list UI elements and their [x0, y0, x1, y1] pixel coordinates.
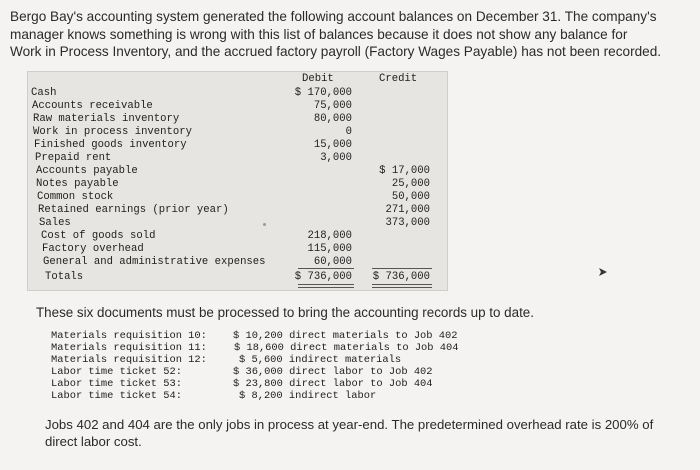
closing-note — [45, 416, 654, 450]
intro-line: Bergo Bay's accounting system generated the following account balances on December 31. The company's — [10, 9, 657, 24]
account-name: General and administrative expenses — [43, 256, 266, 268]
debit-amount: 218,000 — [307, 230, 352, 242]
source-documents-list — [46, 330, 466, 408]
balance-row — [28, 204, 447, 217]
balance-row — [28, 87, 447, 100]
closing-line: Jobs 402 and 404 are the only jobs in process at year-end. The predetermined overhead rate is 200% of — [45, 417, 654, 432]
document-row — [46, 330, 466, 342]
documents-intro: These six documents must be processed to bring the accounting records up to date. — [36, 305, 534, 320]
balance-row — [28, 113, 447, 126]
account-name: Cash — [31, 87, 57, 99]
balance-row — [28, 178, 447, 191]
debit-subtotal-rule — [298, 268, 354, 269]
account-name: Sales — [39, 217, 71, 229]
account-name: Finished goods inventory — [34, 139, 187, 151]
stray-dot — [263, 223, 266, 226]
balance-row — [28, 152, 447, 165]
mouse-cursor-icon — [598, 264, 608, 282]
account-balances-table — [27, 71, 448, 291]
balance-row — [28, 217, 447, 230]
debit-amount: 3,000 — [320, 152, 352, 164]
credit-amount: 271,000 — [385, 204, 430, 216]
document-name: Materials requisition 11: — [51, 342, 207, 354]
document-name: Labor time ticket 54: — [51, 390, 182, 402]
totals-row — [28, 271, 447, 284]
document-name: Materials requisition 10: — [51, 330, 207, 342]
credit-subtotal-rule — [372, 268, 432, 269]
document-detail: $ 23,800 direct labor to Job 404 — [233, 378, 433, 390]
credit-amount: $ 17,000 — [379, 165, 430, 177]
totals-label: Totals — [45, 271, 84, 283]
document-name: Materials requisition 12: — [51, 354, 207, 366]
debit-amount: 15,000 — [313, 139, 352, 151]
account-name: Cost of goods sold — [41, 230, 156, 242]
document-detail: $ 10,200 direct materials to Job 402 — [233, 330, 458, 342]
document-detail: $ 8,200 indirect labor — [239, 390, 377, 402]
intro-line: manager knows something is wrong with this list of balances because it does not show any balance for — [10, 26, 628, 42]
account-name: Prepaid rent — [35, 152, 112, 164]
debit-amount: 80,000 — [313, 113, 352, 125]
total-debit: $ 736,000 — [294, 271, 352, 283]
credit-amount: 25,000 — [391, 178, 430, 190]
account-name: Accounts payable — [36, 165, 138, 177]
document-row — [46, 366, 466, 378]
document-detail: $ 36,000 direct labor to Job 402 — [233, 366, 433, 378]
account-name: Raw materials inventory — [33, 113, 180, 125]
account-name: Common stock — [37, 191, 114, 203]
debit-amount: 75,000 — [313, 100, 352, 112]
credit-total-double-rule — [372, 284, 432, 288]
total-credit: $ 736,000 — [372, 271, 430, 283]
account-name: Accounts receivable — [32, 100, 153, 112]
debit-amount: $ 170,000 — [294, 87, 352, 99]
credit-amount: 50,000 — [391, 191, 430, 203]
document-detail: $ 18,600 direct materials to Job 404 — [234, 342, 459, 354]
document-row — [46, 390, 466, 402]
debit-amount: 115,000 — [307, 243, 352, 255]
account-name: Work in process inventory — [33, 126, 192, 138]
debit-header: Debit — [302, 73, 334, 85]
credit-header: Credit — [379, 73, 418, 85]
account-name: Retained earnings (prior year) — [38, 204, 229, 216]
balance-row — [28, 100, 447, 113]
document-row — [46, 354, 466, 366]
balance-row — [28, 139, 447, 152]
balance-row — [28, 191, 447, 204]
document-row — [46, 378, 466, 390]
balance-row — [28, 126, 447, 139]
account-name: Notes payable — [36, 178, 119, 190]
intro-line: Work in Process Inventory, and the accrued factory payroll (Factory Wages Payable) has not been recorded. — [10, 44, 662, 59]
account-name: Factory overhead — [42, 243, 144, 255]
debit-amount: 0 — [345, 126, 352, 138]
problem-intro — [10, 8, 690, 61]
balance-row — [28, 230, 447, 243]
balance-row — [28, 243, 447, 256]
debit-total-double-rule — [298, 284, 354, 288]
document-row — [46, 342, 466, 354]
document-name: Labor time ticket 52: — [51, 366, 182, 378]
balance-row — [28, 165, 447, 178]
document-detail: $ 5,600 indirect materials — [239, 354, 402, 366]
document-name: Labor time ticket 53: — [51, 378, 182, 390]
credit-amount: 373,000 — [385, 217, 430, 229]
debit-amount: 60,000 — [313, 256, 352, 268]
closing-line: direct labor cost. — [45, 434, 142, 449]
